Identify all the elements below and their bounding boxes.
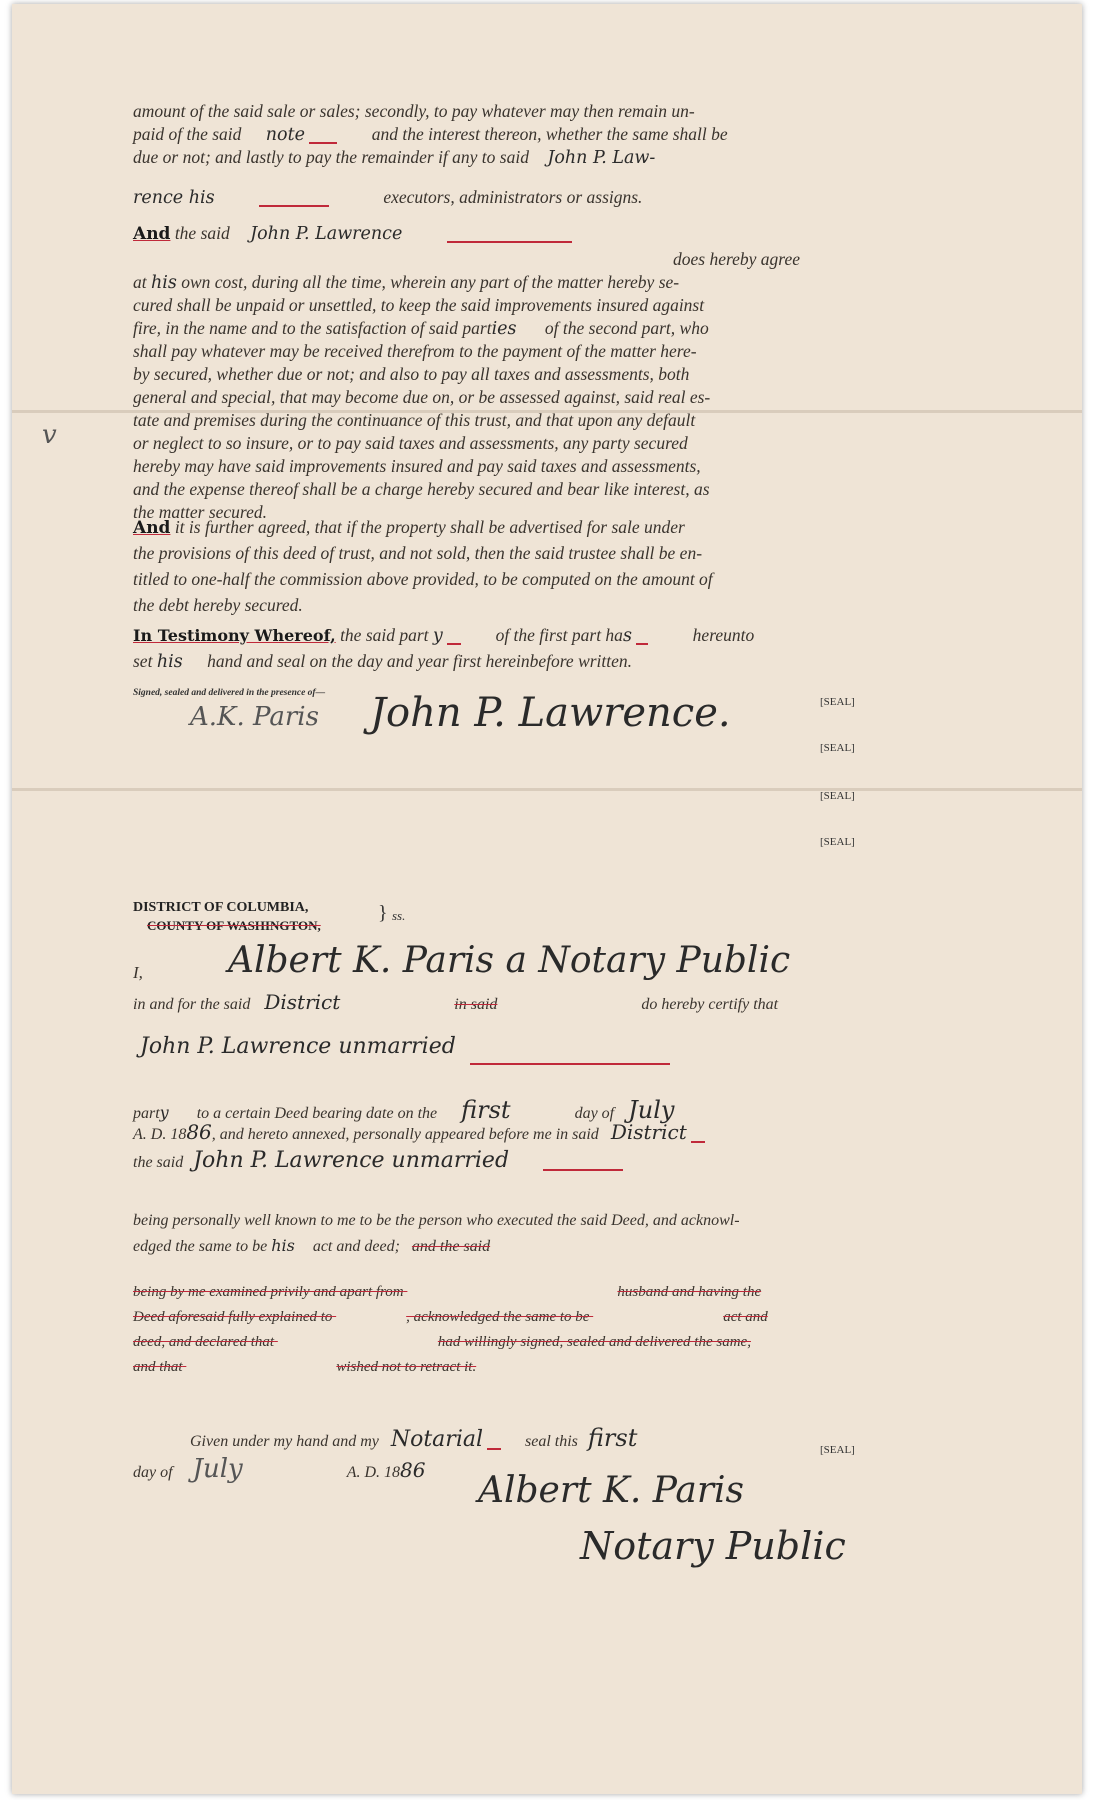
notary-signature: Albert K. Paris — [478, 1470, 745, 1511]
text-line: amount of the said sale or sales; secondly, to pay whatever may then remain un- — [133, 101, 695, 121]
text-line: shall pay whatever may be received therefrom to the payment of the matter here- — [133, 341, 697, 361]
text-line: tate and premises during the continuance of this trust, and that upon any default — [133, 410, 696, 430]
text-line: In Testimony Whereof, the said part y of the first part has hereunto — [133, 625, 755, 646]
struck-text-line: deed, and declared that had willingly signed, sealed and delivered the same, — [133, 1334, 751, 1350]
brace-icon: } — [378, 902, 388, 924]
text-line: set his hand and seal on the day and year first hereinbefore written. — [133, 651, 633, 672]
text-line: or neglect to so insure, or to pay said taxes and assessments, any party secured — [133, 433, 688, 453]
handwritten-name: John P. Lawrence — [250, 224, 403, 244]
seal-label: [SEAL] — [820, 790, 855, 802]
seal-label: [SEAL] — [820, 742, 855, 754]
text-line: And the said John P. Lawrence — [133, 222, 572, 246]
text-line: titled to one-half the commission above provided, to be computed on the amount of — [133, 569, 713, 589]
handwritten-notary-name: Albert K. Paris a Notary Public — [228, 940, 791, 981]
text-line: the provisions of this deed of trust, and not sold, then the said trustee shall be en- — [133, 543, 703, 563]
handwritten-note: note — [265, 125, 305, 145]
text-line: paid of the said note and the interest thereon, whether the same shall be — [133, 124, 728, 145]
text-line: hereby may have said improvements insured and pay said taxes and assessments, — [133, 456, 701, 476]
text-line: by secured, whether due or not; and also to pay all taxes and assessments, both — [133, 364, 690, 384]
signed-in-presence-label: Signed, sealed and delivered in the presence of— — [133, 688, 326, 698]
text-line: the said John P. Lawrence unmarried — [133, 1148, 623, 1173]
seal-label: [SEAL] — [820, 1444, 855, 1456]
text-line: and the expense thereof shall be a charge hereby secured and bear like interest, as — [133, 479, 710, 499]
text-line: at his own cost, during all the time, wherein any part of the matter hereby se- — [133, 272, 680, 293]
notary-title-signature: Notary Public — [580, 1524, 846, 1568]
text-line: due or not; and lastly to pay the remainder if any to said John P. Law- — [133, 147, 656, 168]
grantor-signature: John P. Lawrence. — [370, 690, 731, 736]
struck-text-line: Deed aforesaid fully explained to , acknowledged the same to be act and — [133, 1309, 768, 1325]
struck-text-line: being by me examined privily and apart from husband and having the — [133, 1284, 762, 1300]
text-line: edged the same to be his act and deed; and the said — [133, 1236, 491, 1255]
text-line: being personally well known to me to be the person who executed the said Deed, and acknowl- — [133, 1212, 740, 1229]
handwritten-name: John P. Lawrence unmarried — [140, 1034, 456, 1059]
text-line: party to a certain Deed bearing date on the first day of July — [133, 1096, 675, 1124]
text-line: does hereby agree — [673, 249, 800, 269]
text-line: the matter secured. — [133, 502, 267, 522]
text-line: And it is further agreed, that if the property shall be advertised for sale under — [133, 517, 685, 538]
fold-line — [12, 788, 1082, 791]
seal-label: [SEAL] — [820, 836, 855, 848]
text-line: fire, in the name and to the satisfaction of said parties of the second part, who — [133, 318, 709, 339]
text-line: cured shall be unpaid or unsettled, to keep the said improvements insured against — [133, 295, 705, 315]
handwritten-name: John P. Law- — [547, 148, 656, 168]
jurisdiction-struck: COUNTY OF WASHINGTON, — [147, 918, 321, 933]
handwritten-name: rence his — [133, 188, 215, 208]
witness-signature: A.K. Paris — [190, 702, 319, 732]
text-line: rence his executors, administrators or assigns. — [133, 187, 643, 208]
margin-checkmark: v — [42, 420, 57, 450]
jurisdiction-heading: DISTRICT OF COLUMBIA, — [133, 900, 309, 915]
struck-text-line: and that wished not to retract it. — [133, 1359, 477, 1375]
text-line: general and special, that may become due on, or be assessed against, said real es- — [133, 387, 711, 407]
text-line: day of July A. D. 1886 — [133, 1454, 426, 1484]
text-line: in and for the said District in said do hereby certify that — [133, 990, 779, 1014]
seal-label: [SEAL] — [820, 696, 855, 708]
text-line: A. D. 1886, and hereto annexed, personally appeared before me in said District — [133, 1120, 705, 1144]
text-line: the debt hereby secured. — [133, 595, 303, 615]
text-line: Given under my hand and my Notarial seal this first — [190, 1424, 638, 1452]
